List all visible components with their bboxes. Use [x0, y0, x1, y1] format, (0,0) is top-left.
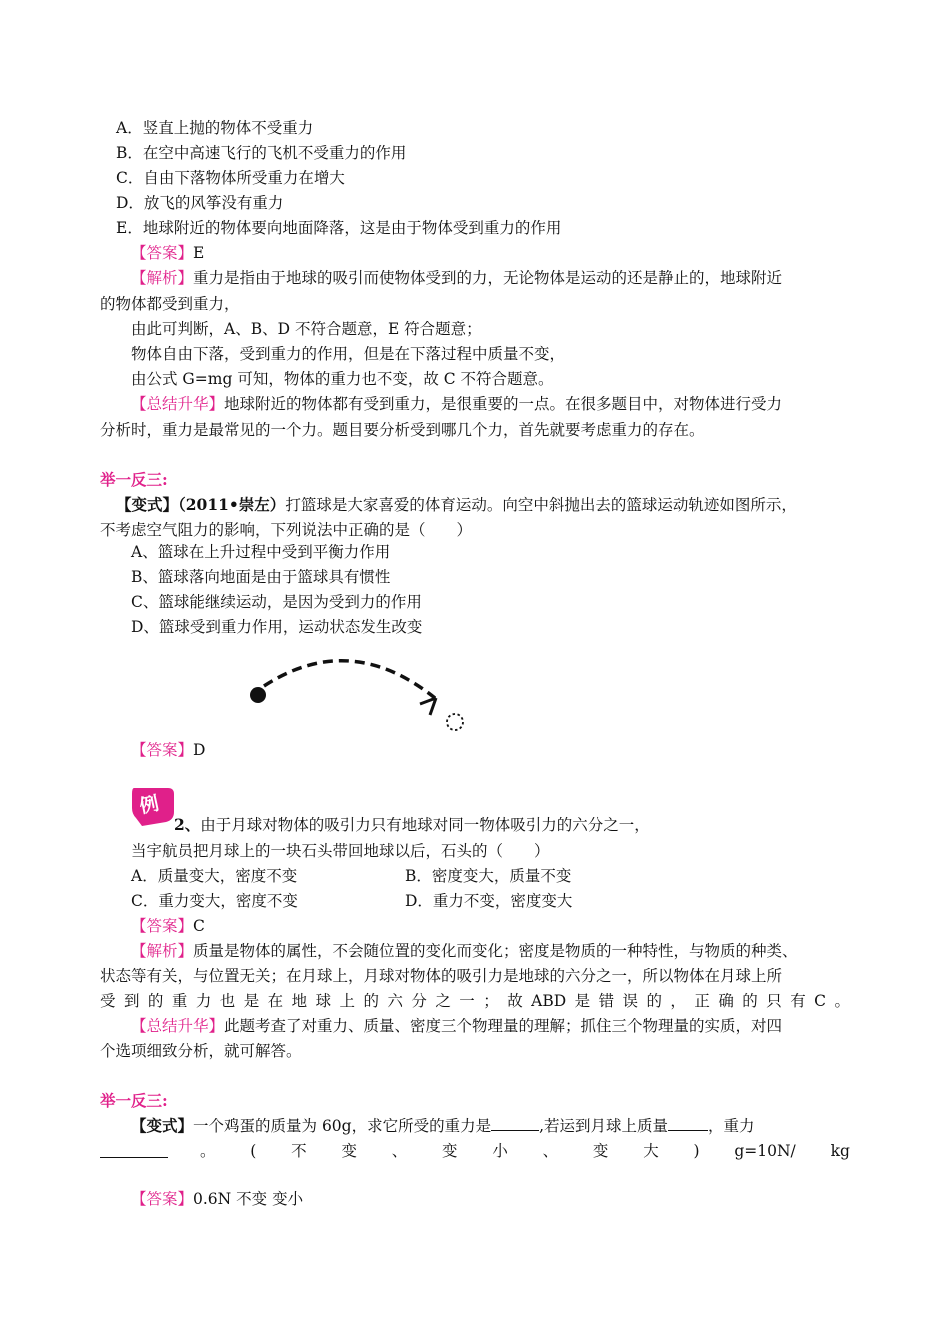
q1-option-c: C．自由下落物体所受重力在增大 — [116, 169, 345, 187]
q2-option-a: A．质量变大，密度不变 — [131, 867, 298, 885]
stem-line-2-char: 变 — [592, 1142, 609, 1160]
q2-analysis-line-1 — [131, 941, 798, 961]
v2-answer — [131, 1189, 303, 1209]
analysis-line-3-char: 确 — [718, 992, 734, 1010]
stem-line-2-char: ( — [250, 1142, 257, 1160]
v1-stem-line-1 — [116, 495, 797, 515]
q2-analysis-line-2: 状态等有关，与位置无关；在月球上，月球对物体的吸引力是地球的六分之一，所以物体在月球上所 — [100, 967, 783, 985]
answer-tag: 【答案】 — [131, 917, 194, 935]
analysis-line-3-char: 的 — [147, 992, 164, 1010]
stem-line-2-char: 、 — [391, 1142, 408, 1160]
analysis-line-3-char: 的 — [646, 992, 662, 1010]
q2-summary-line-2: 个选项细致分析，就可解答。 — [100, 1042, 302, 1060]
summary-tag: 【总结升华】 — [131, 395, 225, 413]
q1-analysis-line-2: 的物体都受到重力， — [100, 295, 240, 313]
v1-option-c: C、篮球能继续运动，是因为受到力的作用 — [131, 593, 422, 611]
variant-source: （2011•崇左） — [178, 495, 286, 514]
variant-stem-part-1: 一个鸡蛋的质量为 60g，求它所受的重力是 — [193, 1117, 492, 1135]
analysis-line-3-char: 误 — [622, 992, 639, 1010]
analysis-line-3-char: 力 — [195, 992, 212, 1010]
analysis-line-3-char: 六 — [387, 992, 403, 1010]
variant-stem: 打篮球是大家喜爱的体育运动。向空中斜抛出去的篮球运动轨迹如图所示， — [285, 496, 797, 514]
q2-summary-line-1 — [131, 1016, 782, 1036]
q1-analysis-line-4: 物体自由下落，受到重力的作用，但是在下落过程中质量不变， — [131, 345, 566, 363]
analysis-line-3-char: 的 — [742, 992, 758, 1010]
analysis-line-3-char: 有 — [790, 992, 806, 1010]
q1-summary-line-1 — [131, 394, 782, 414]
stem-line-2-char: 变 — [341, 1142, 357, 1160]
analysis-line-3-char: 只 — [766, 992, 782, 1010]
q1-answer — [131, 243, 204, 263]
answer-value: E — [193, 244, 205, 262]
analysis-tag: 【解析】 — [131, 942, 194, 960]
basketball-trajectory-figure — [240, 640, 480, 740]
q1-option-d: D．放飞的风筝没有重力 — [116, 194, 284, 212]
q2-option-c: C．重力变大，密度不变 — [131, 892, 298, 910]
q1-analysis-line-3: 由此可判断，A、B、D 不符合题意，E 符合题意； — [131, 320, 482, 338]
stem-line-2-char: 大 — [643, 1142, 659, 1160]
v2-heading: 举一反三: — [100, 1091, 168, 1110]
analysis-line-3-char: 的 — [363, 992, 379, 1010]
analysis-line-3-char: ； — [483, 992, 499, 1010]
q1-summary-line-2: 分析时，重力是最常见的一个力。题目要分析受到哪几个力，首先就要考虑重力的存在。 — [100, 421, 705, 439]
analysis-line-3-char: 也 — [219, 992, 236, 1010]
stem-line-2-char: ) — [693, 1142, 700, 1160]
analysis-line-3-char: C — [814, 992, 827, 1010]
stem-line-2-char: 、 — [542, 1142, 559, 1160]
stem-line-2-char: 变 — [442, 1142, 458, 1160]
stem-line-2-char: g=10N/ — [734, 1142, 796, 1160]
answer-value: 0.6N 不变 变小 — [193, 1190, 304, 1208]
stem-line-2-char: 小 — [492, 1142, 508, 1160]
weight-answer-blank[interactable] — [100, 1143, 168, 1158]
trajectory-dashed-path — [264, 661, 435, 698]
q2-option-b: B．密度变大，质量不变 — [405, 867, 572, 885]
v1-answer — [131, 740, 205, 760]
q1-analysis-line-5: 由公式 G=mg 可知，物体的重力也不变，故 C 不符合题意。 — [131, 370, 554, 388]
analysis-line-3-char: ABD — [531, 992, 567, 1010]
analysis-line-3-char: 在 — [267, 992, 284, 1010]
answer-value: C — [193, 917, 205, 935]
analysis-line-3-char: 受 — [100, 992, 116, 1010]
q1-analysis-line-1 — [131, 268, 782, 288]
mass-answer-blank[interactable] — [668, 1116, 708, 1131]
variant-stem-part-3: ，重力 — [708, 1117, 755, 1135]
analysis-line-3-char: 重 — [171, 992, 188, 1010]
q1-option-a: A．竖直上抛的物体不受重力 — [116, 119, 314, 137]
analysis-line-3-char: 地 — [291, 992, 308, 1010]
basketball-end-ball-dotted — [447, 714, 463, 730]
q1-option-e: E．地球附近的物体要向地面降落，这是由于物体受到重力的作用 — [116, 219, 562, 237]
analysis-line-3-char: ， — [670, 992, 686, 1010]
variant-tag: 【变式】 — [116, 495, 179, 514]
stem-line-2-char: kg — [830, 1142, 850, 1160]
v1-heading: 举一反三: — [100, 470, 168, 489]
analysis-line-3-char: 是 — [574, 992, 591, 1010]
analysis-line-3-char: 分 — [411, 992, 427, 1010]
example-badge-label: 例 — [137, 792, 161, 818]
v1-option-a: A、篮球在上升过程中受到平衡力作用 — [131, 543, 391, 561]
answer-value: D — [193, 741, 206, 759]
trajectory-arrowhead — [420, 698, 436, 715]
analysis-line-3-char: 球 — [315, 992, 332, 1010]
analysis-line-3-char: 故 — [507, 992, 523, 1010]
q2-analysis-line-3 — [100, 991, 850, 1011]
analysis-line-3-char: 到 — [123, 992, 140, 1010]
basketball-start-ball — [250, 687, 266, 703]
analysis-line-3-char: 之 — [435, 992, 451, 1010]
variant-tag: 【变式】 — [131, 1116, 194, 1135]
v1-option-b: B、篮球落向地面是由于篮球具有惯性 — [131, 568, 391, 586]
question-number: 2、 — [174, 815, 201, 834]
v1-option-d: D、篮球受到重力作用，运动状态发生改变 — [131, 618, 423, 636]
analysis-line-3-char: 。 — [834, 992, 850, 1010]
summary-text: 此题考查了对重力、质量、密度三个物理量的理解；抓住三个物理量的实质，对四 — [224, 1017, 783, 1035]
v2-stem-line-1 — [131, 1116, 755, 1136]
v1-stem-line-2: 不考虑空气阻力的影响，下列说法中正确的是（ ） — [100, 521, 473, 539]
q2-stem-line-2: 当宇航员把月球上的一块石头带回地球以后，石头的（ ） — [131, 842, 550, 860]
analysis-line-3-char: 一 — [459, 992, 475, 1010]
q2-stem-line-1 — [174, 815, 650, 835]
gravity-answer-blank[interactable] — [491, 1116, 539, 1131]
q1-option-b: B．在空中高速飞行的飞机不受重力的作用 — [116, 144, 407, 162]
analysis-text: 质量是物体的属性，不会随位置的变化而变化；密度是物质的一种特性，与物质的种类、 — [193, 942, 798, 960]
summary-text: 地球附近的物体都有受到重力，是很重要的一点。在很多题目中，对物体进行受力 — [224, 395, 783, 413]
example-badge-icon — [128, 784, 178, 828]
q2-answer — [131, 916, 205, 936]
analysis-line-3-char: 正 — [694, 992, 710, 1010]
analysis-line-3-char: 是 — [243, 992, 260, 1010]
summary-tag: 【总结升华】 — [131, 1017, 225, 1035]
variant-stem-part-2: ,若运到月球上质量 — [539, 1117, 669, 1135]
stem-line-2-char: 。 — [200, 1142, 216, 1160]
v2-stem-line-2-text — [200, 1141, 850, 1161]
question-stem: 由于月球对物体的吸引力只有地球对同一物体吸引力的六分之一， — [200, 816, 650, 834]
analysis-line-3-char: 错 — [598, 992, 615, 1010]
analysis-text: 重力是指由于地球的吸引而使物体受到的力，无论物体是运动的还是静止的，地球附近 — [193, 269, 783, 287]
analysis-tag: 【解析】 — [131, 269, 194, 287]
answer-tag: 【答案】 — [131, 244, 194, 262]
analysis-line-3-char: 上 — [339, 992, 356, 1010]
stem-line-2-char: 不 — [291, 1142, 307, 1160]
q2-option-d: D．重力不变，密度变大 — [405, 892, 573, 910]
answer-tag: 【答案】 — [131, 1190, 194, 1208]
answer-tag: 【答案】 — [131, 741, 194, 759]
